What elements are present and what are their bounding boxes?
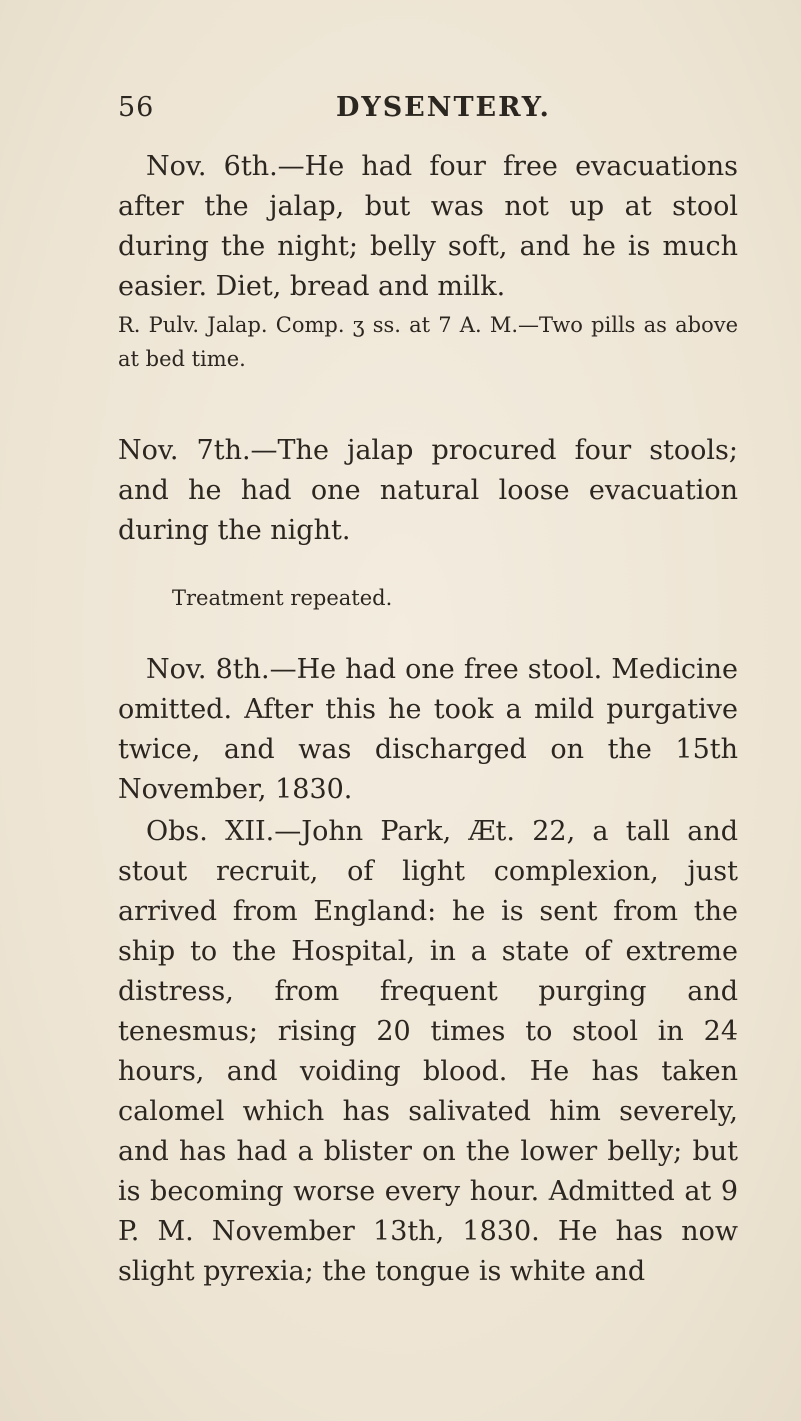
paragraph-nov-6th: Nov. 6th.—He had four free evacuations after the jalap, but was not up at stool during the night; belly soft, and he is much easier. Diet, bread and milk. [118, 151, 738, 302]
running-head [118, 92, 721, 132]
page-number: 56 [118, 92, 155, 123]
paragraph-treatment-repeated: Treatment repeated. [172, 586, 393, 610]
paragraph-prescription: R. Pulv. Jalap. Comp. ʒ ss. at 7 A. M.—Two pills as above at bed time. [118, 313, 738, 371]
paragraph-nov-7th: Nov. 7th.—The jalap procured four stools; and he had one natural loose evacuation during the night. [118, 435, 738, 546]
running-title: DYSENTERY. [336, 92, 551, 123]
paragraph-obs-xii: Obs. XII.—John Park, Æt. 22, a tall and stout recruit, of light complexion, just arrived from England: he is sent from the ship to the Hospital, in a state of extreme distress, from frequent purging and tenesmus; rising 20 times to stool in 24 hours, and voiding blood. He has taken calomel which has salivated him severely, and has had a blister on the lower belly; but is becoming worse every hour. Admitted at 9 P. M. November 13th, 1830. He has now slight pyrexia; the tongue is white and [118, 816, 738, 1287]
paragraph-nov-8th: Nov. 8th.—He had one free stool. Medicine omitted. After this he took a mild purgative twice, and was discharged on the 15th November, 1830. [118, 654, 738, 805]
